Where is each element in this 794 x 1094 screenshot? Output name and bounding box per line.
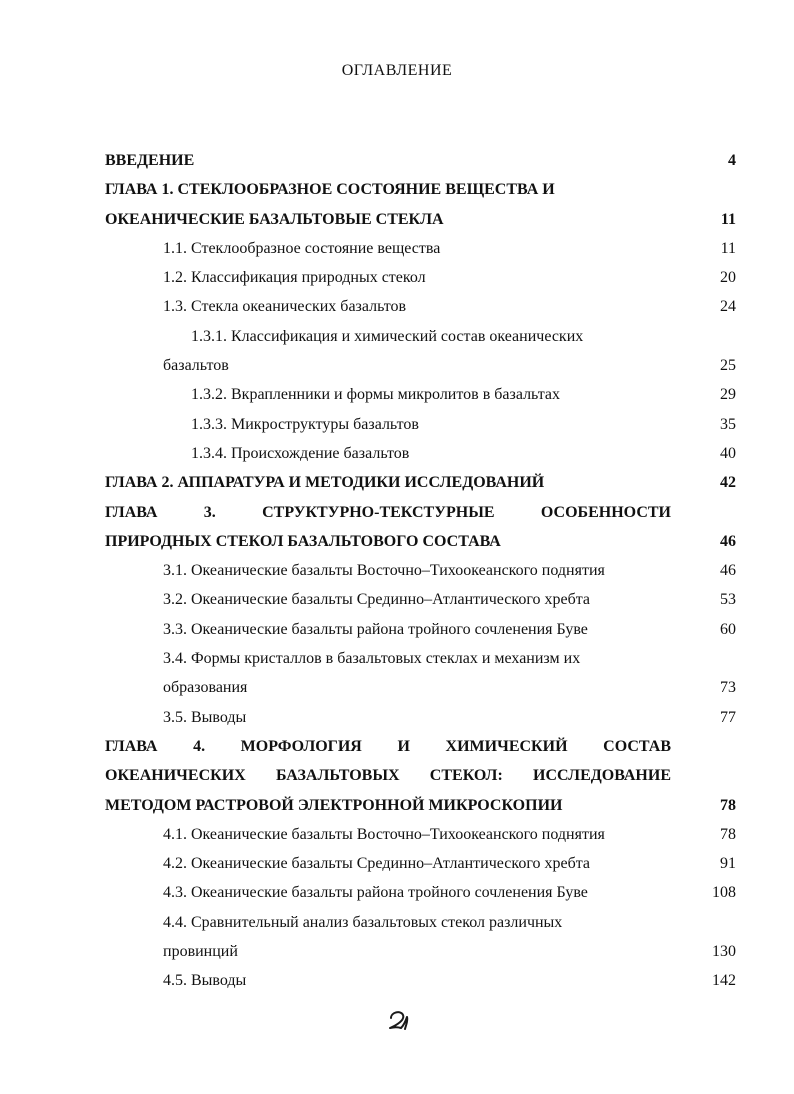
toc-entry-page: 73 [720,679,736,697]
toc-entry-text: 3.5. Выводы [163,708,247,726]
toc-entry [0,820,794,849]
toc-entry [0,644,794,673]
page-title: ОГЛАВЛЕНИЕ [341,62,453,79]
toc-entry-page: 78 [720,796,736,814]
toc-entry-page: 20 [720,269,736,287]
toc-entry [0,351,794,380]
toc-entry-text: 3.3. Океанические базальты района тройного сочленения Буве [163,620,588,638]
toc-entry-page: 11 [720,239,736,257]
toc-entry-page: 77 [720,708,736,726]
toc-entry-text: 4.1. Океанические базальты Восточно–Тихоокеанского поднятия [163,825,605,843]
toc-entry-text: 1.1. Стеклообразное состояние вещества [163,239,441,257]
toc-entry-page: 29 [720,386,736,404]
toc-entry [0,761,794,790]
toc-entry-page: 91 [720,855,736,873]
handwritten-page-number [384,1008,414,1039]
toc-entry [0,380,794,409]
toc-entry-text: 1.3. Стекла океанических базальтов [163,298,407,316]
toc-entry [0,937,794,966]
toc-entry-page: 11 [720,210,736,228]
toc-entry-page: 46 [720,532,736,550]
toc-entry [0,732,794,761]
toc-entry [0,908,794,937]
toc-entry-text: 4.4. Сравнительный анализ базальтовых стекол различных [163,913,563,931]
toc-entry [0,146,794,175]
toc-entry [0,615,794,644]
toc-entry [0,468,794,497]
toc-entry-text: 3.1. Океанические базальты Восточно–Тихоокеанского поднятия [163,562,605,580]
toc-entry [0,263,794,292]
toc-entry-page: 53 [720,591,736,609]
toc-entry-text: ОКЕАНИЧЕСКИЕ БАЗАЛЬТОВЫЕ СТЕКЛА [105,210,444,228]
toc-entry [0,205,794,234]
toc-entry-text: ГЛАВА 3. СТРУКТУРНО-ТЕКСТУРНЫЕ ОСОБЕННОСТИ [105,503,671,521]
toc-entry-page: 24 [720,298,736,316]
toc-entry [0,322,794,351]
toc-entry [0,585,794,614]
toc-entry-text: ПРИРОДНЫХ СТЕКОЛ БАЗАЛЬТОВОГО СОСТАВА [105,532,501,550]
toc-entry [0,498,794,527]
handwritten-page-number-mark [384,1008,414,1034]
toc-entry-page: 4 [728,152,736,169]
toc-entry [0,791,794,820]
toc-entry-text: базальтов [163,357,229,375]
toc-entry-text: провинций [163,943,238,961]
toc-entry-text: ОКЕАНИЧЕСКИХ БАЗАЛЬТОВЫХ СТЕКОЛ: ИССЛЕДОВАНИЕ [105,767,671,785]
toc-entry-page: 78 [720,825,736,843]
toc-entry-page: 35 [720,415,736,433]
toc-entry-text: 1.3.1. Классификация и химический состав океанических [191,327,584,345]
toc-entry-text: образования [163,679,248,697]
toc-entry [0,966,794,995]
toc-entry-text: МЕТОДОМ РАСТРОВОЙ ЭЛЕКТРОННОЙ МИКРОСКОПИИ [105,796,563,814]
toc-entry-page: 25 [720,357,736,375]
toc-entry-text: 1.3.2. Вкрапленники и формы микролитов в базальтах [191,386,561,404]
toc-entry-text: ГЛАВА 2. АППАРАТУРА И МЕТОДИКИ ИССЛЕДОВАНИЙ [105,474,545,492]
toc-entry [0,175,794,204]
toc-entry-text: 3.2. Океанические базальты Срединно–Атлантического хребта [163,591,591,609]
toc-entry [0,849,794,878]
toc-entry-page: 46 [720,562,736,580]
toc-entry-page: 40 [720,444,736,462]
toc-entry [0,673,794,702]
toc-entry-text: 3.4. Формы кристаллов в базальтовых стеклах и механизм их [163,650,581,668]
toc-entry-text: 4.5. Выводы [163,972,247,990]
toc-entry [0,703,794,732]
toc-entry-text: 1.2. Классификация природных стекол [163,269,426,287]
toc-entry-text: 4.2. Океанические базальты Срединно–Атлантического хребта [163,855,591,873]
toc-entry-text: ГЛАВА 4. МОРФОЛОГИЯ И ХИМИЧЕСКИЙ СОСТАВ [105,737,671,755]
toc-entry-page: 130 [712,943,736,961]
toc-entry-page: 108 [712,884,736,902]
toc-entry [0,527,794,556]
toc-entry [0,234,794,263]
toc-entry [0,878,794,907]
toc-entry-text: ВВЕДЕНИЕ [105,152,195,169]
toc-entry [0,556,794,585]
toc-entry-text: 4.3. Океанические базальты района тройного сочленения Буве [163,884,588,902]
toc-entry-text: 1.3.3. Микроструктуры базальтов [191,415,419,433]
toc-entry-text: ГЛАВА 1. СТЕКЛООБРАЗНОЕ СОСТОЯНИЕ ВЕЩЕСТВА И [105,181,555,199]
toc-entry [0,292,794,321]
toc-entry-page: 60 [720,620,736,638]
toc-entry-page: 42 [720,474,736,492]
toc-entry-page: 142 [712,972,736,990]
table-of-contents [0,146,794,996]
toc-entry [0,439,794,468]
toc-entry [0,410,794,439]
toc-entry-text: 1.3.4. Происхождение базальтов [191,444,410,462]
